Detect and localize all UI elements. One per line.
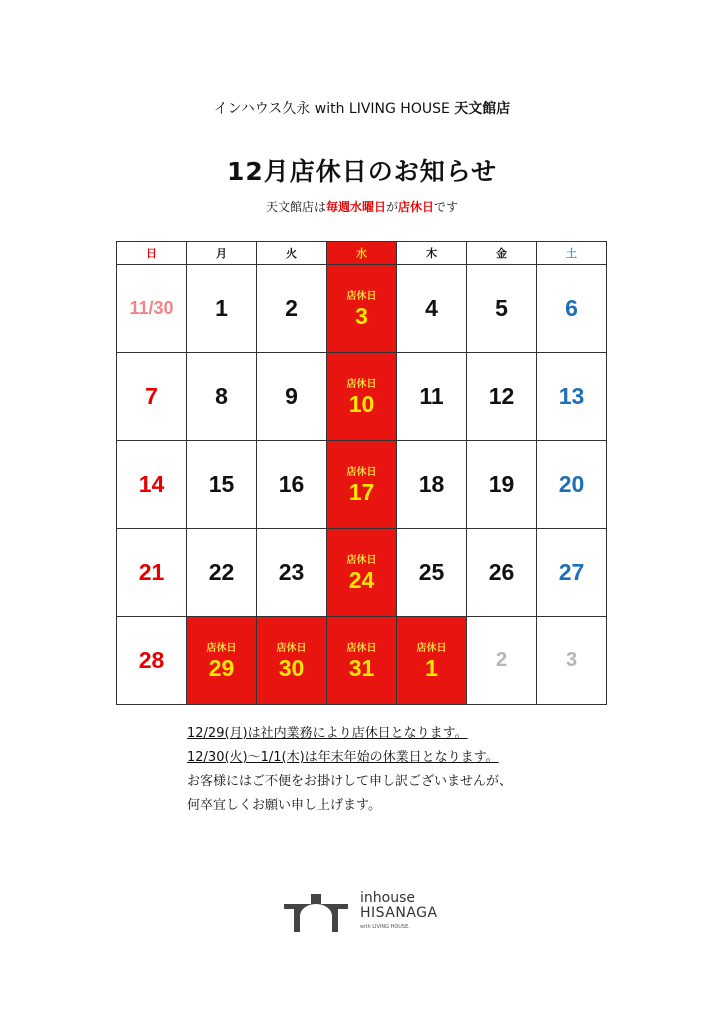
day-number: 29 [208, 655, 235, 681]
weekday-sat: 土 [537, 242, 607, 265]
day-number: 4 [425, 295, 438, 321]
week-row-2 [117, 353, 607, 441]
closed-day-cell [327, 529, 397, 617]
day-cell [187, 265, 257, 353]
house-arch-icon [280, 890, 352, 934]
day-number: 31 [348, 655, 375, 681]
day-number: 9 [285, 383, 298, 409]
weekday-header-row [117, 242, 607, 265]
day-number: 7 [145, 383, 158, 409]
week-row-1 [117, 265, 607, 353]
note-line-4: 何卒宜しくお願い申し上げます。 [187, 798, 381, 813]
day-number: 21 [138, 559, 165, 585]
day-cell [467, 529, 537, 617]
logo [280, 888, 450, 938]
weekday-sun: 日 [117, 242, 187, 265]
weekday-fri: 金 [467, 242, 537, 265]
day-cell [467, 265, 537, 353]
day-number: 22 [208, 559, 235, 585]
page-title: 12月店休日のお知らせ [226, 157, 498, 186]
day-number: 23 [278, 559, 305, 585]
day-cell [397, 353, 467, 441]
weekday-tue: 火 [257, 242, 327, 265]
subtitle-part2: が [385, 200, 398, 214]
day-number: 1 [215, 295, 228, 321]
day-number: 27 [558, 559, 585, 585]
day-number: 2 [495, 649, 508, 671]
store-name-line [0, 98, 724, 118]
day-cell [537, 529, 607, 617]
day-cell [117, 265, 187, 353]
weekday-wed: 水 [327, 242, 397, 265]
day-cell [257, 529, 327, 617]
calendar [116, 241, 607, 705]
closed-day-cell [397, 617, 467, 705]
day-number: 24 [348, 567, 375, 593]
day-number: 10 [348, 391, 375, 417]
day-cell [117, 441, 187, 529]
day-number: 3 [355, 303, 368, 329]
day-cell [257, 441, 327, 529]
day-cell [117, 353, 187, 441]
day-cell [537, 441, 607, 529]
day-cell [397, 265, 467, 353]
subtitle-part1: 天文館店は [265, 200, 326, 214]
day-number: 28 [138, 647, 165, 673]
week-row-5 [117, 617, 607, 705]
day-number: 19 [488, 471, 515, 497]
notes [187, 722, 512, 818]
closed-day-cell [257, 617, 327, 705]
weekday-mon: 月 [187, 242, 257, 265]
day-number: 6 [565, 295, 578, 321]
closed-day-cell [327, 441, 397, 529]
closed-label: 店休日 [346, 555, 377, 566]
day-number: 11 [419, 383, 444, 409]
day-cell [257, 265, 327, 353]
day-cell [537, 265, 607, 353]
day-number: 5 [495, 295, 508, 321]
branch-name: 天文館店 [454, 101, 511, 117]
note-line-1: 12/29(月)は社内業務により店休日となります。 [187, 726, 468, 741]
logo-line-2: HISANAGA [360, 905, 438, 921]
closed-label: 店休日 [346, 467, 377, 478]
day-cell [187, 441, 257, 529]
day-cell [537, 617, 607, 705]
week-row-3 [117, 441, 607, 529]
day-cell [537, 353, 607, 441]
day-number: 16 [278, 471, 305, 497]
day-cell [187, 529, 257, 617]
day-cell [397, 529, 467, 617]
logo-line-3: with LIVING HOUSE. [360, 924, 410, 930]
day-cell [117, 529, 187, 617]
closed-label: 店休日 [346, 379, 377, 390]
day-number: 8 [215, 383, 228, 409]
day-number: 26 [488, 559, 515, 585]
closed-day-cell [187, 617, 257, 705]
day-number: 20 [558, 471, 585, 497]
day-cell [467, 617, 537, 705]
day-number: 18 [418, 471, 445, 497]
day-number: 3 [565, 649, 578, 671]
day-number: 11/30 [129, 298, 174, 318]
week-row-4 [117, 529, 607, 617]
day-number: 12 [488, 383, 515, 409]
closed-label: 店休日 [416, 643, 447, 654]
day-cell [467, 441, 537, 529]
day-number: 17 [348, 479, 375, 505]
weekday-thu: 木 [397, 242, 467, 265]
closed-label: 店休日 [206, 643, 237, 654]
subtitle-highlight-closed: 店休日 [398, 200, 435, 214]
day-number: 13 [558, 383, 585, 409]
closed-label: 店休日 [276, 643, 307, 654]
store-name: インハウス久永 with LIVING HOUSE [213, 101, 450, 117]
subtitle [0, 198, 724, 215]
day-number: 14 [138, 471, 165, 497]
note-line-2: 12/30(火)〜1/1(木)は年末年始の休業日となります。 [187, 750, 499, 765]
day-number: 30 [278, 655, 305, 681]
day-cell [187, 353, 257, 441]
logo-line-1: inhouse [360, 890, 415, 906]
day-number: 15 [208, 471, 235, 497]
closed-day-cell [327, 265, 397, 353]
closed-day-cell [327, 617, 397, 705]
closed-label: 店休日 [346, 291, 377, 302]
closed-day-cell [327, 353, 397, 441]
closed-label: 店休日 [346, 643, 377, 654]
day-number: 25 [418, 559, 445, 585]
subtitle-part3: です [434, 200, 459, 214]
day-number: 1 [425, 655, 438, 681]
day-cell [117, 617, 187, 705]
day-cell [257, 353, 327, 441]
subtitle-highlight-weekly: 毎週水曜日 [325, 200, 386, 214]
day-number: 2 [285, 295, 298, 321]
note-line-3: お客様にはご不便をお掛けして申し訳ございませんが、 [187, 774, 513, 789]
day-cell [397, 441, 467, 529]
day-cell [467, 353, 537, 441]
